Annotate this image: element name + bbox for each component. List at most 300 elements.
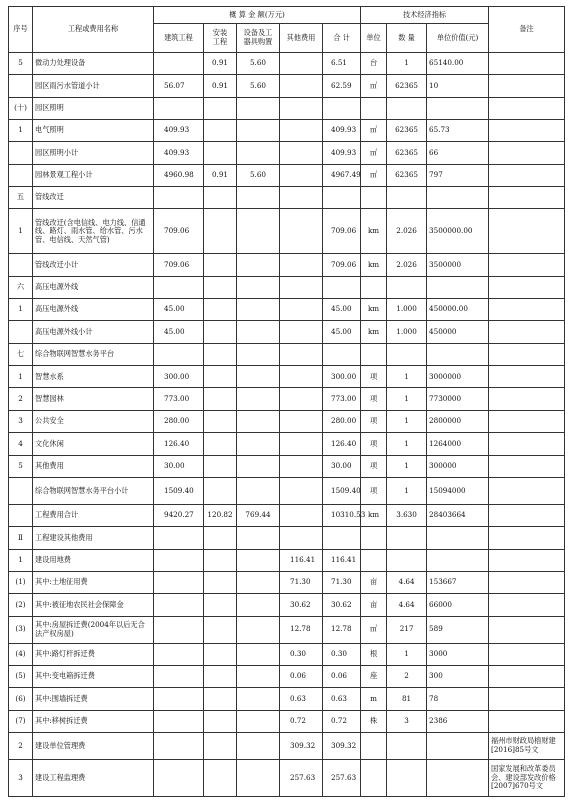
- row-unit-price: [427, 343, 489, 365]
- header-budget-group: 概 算 金 额(万元): [154, 7, 361, 24]
- row-unit-price: [427, 732, 489, 759]
- row-equipment: [237, 549, 280, 571]
- row-other: 0.72: [280, 710, 323, 732]
- row-unit: 株: [361, 710, 387, 732]
- row-unit-price: 2386: [427, 710, 489, 732]
- row-total: 0.72: [323, 710, 361, 732]
- row-equipment: [237, 710, 280, 732]
- row-other: 257.63: [280, 759, 323, 796]
- row-name: 高压电源外线小计: [33, 321, 154, 343]
- row-seq: 3: [9, 759, 33, 796]
- row-building: [154, 710, 204, 732]
- row-name: 工程费用合计: [33, 504, 154, 526]
- row-total: 126.40: [323, 433, 361, 455]
- row-unit-price: 66000: [427, 594, 489, 616]
- row-unit: [361, 97, 387, 119]
- row-other: [280, 97, 323, 119]
- row-other: [280, 209, 323, 254]
- row-install: [204, 343, 237, 365]
- table-row: [9, 665, 565, 687]
- header-equipment: 设备及工 器具购置: [237, 24, 280, 53]
- row-install: [204, 276, 237, 298]
- row-seq: 5: [9, 53, 33, 75]
- row-total: 0.30: [323, 643, 361, 665]
- row-total: 71.30: [323, 571, 361, 593]
- table-row: [9, 276, 565, 298]
- row-qty: [387, 759, 427, 796]
- row-unit: km: [361, 254, 387, 276]
- row-unit: 亩: [361, 594, 387, 616]
- row-qty: [387, 527, 427, 549]
- row-unit-price: [427, 187, 489, 209]
- row-total: [323, 527, 361, 549]
- row-name: 其他费用: [33, 455, 154, 477]
- table-row: [9, 53, 565, 75]
- row-install: [204, 455, 237, 477]
- row-other: 12.78: [280, 616, 323, 643]
- row-total: 12.78: [323, 616, 361, 643]
- row-seq: 六: [9, 276, 33, 298]
- row-equipment: [237, 254, 280, 276]
- row-equipment: [237, 187, 280, 209]
- table-row: [9, 187, 565, 209]
- table-row: [9, 594, 565, 616]
- row-unit: [361, 732, 387, 759]
- row-building: 30.00: [154, 455, 204, 477]
- row-install: [204, 142, 237, 164]
- row-name: 其中:变电箱拆迁费: [33, 665, 154, 687]
- table-row: [9, 433, 565, 455]
- row-seq: 1: [9, 366, 33, 388]
- row-equipment: [237, 97, 280, 119]
- row-building: [154, 343, 204, 365]
- row-other: 0.63: [280, 688, 323, 710]
- table-row: [9, 142, 565, 164]
- table-row: [9, 504, 565, 526]
- row-name: 园区照明小计: [33, 142, 154, 164]
- row-other: 309.32: [280, 732, 323, 759]
- row-remark: [489, 120, 565, 142]
- row-unit: ㎡: [361, 120, 387, 142]
- row-other: [280, 187, 323, 209]
- row-install: 0.91: [204, 53, 237, 75]
- row-install: [204, 688, 237, 710]
- row-install: [204, 665, 237, 687]
- row-remark: [489, 97, 565, 119]
- table-row: [9, 75, 565, 97]
- row-qty: 1: [387, 410, 427, 432]
- row-total: 709.06: [323, 254, 361, 276]
- row-seq: 七: [9, 343, 33, 365]
- row-equipment: [237, 455, 280, 477]
- row-qty: 1.000: [387, 299, 427, 321]
- row-install: [204, 732, 237, 759]
- row-name: 综合物联网智慧水务平台: [33, 343, 154, 365]
- row-total: 45.00: [323, 321, 361, 343]
- row-qty: 1: [387, 388, 427, 410]
- row-remark: [489, 688, 565, 710]
- row-qty: 4.64: [387, 594, 427, 616]
- row-qty: 3: [387, 710, 427, 732]
- row-unit: 项: [361, 433, 387, 455]
- row-name: 其中:移树拆迁费: [33, 710, 154, 732]
- row-qty: 2.026: [387, 254, 427, 276]
- table-row: [9, 571, 565, 593]
- row-total: 1509.40: [323, 477, 361, 504]
- row-qty: 1: [387, 477, 427, 504]
- row-total: 62.59: [323, 75, 361, 97]
- row-remark: [489, 410, 565, 432]
- row-name: 高压电源外线: [33, 276, 154, 298]
- row-install: [204, 643, 237, 665]
- row-qty: 2: [387, 665, 427, 687]
- row-other: [280, 343, 323, 365]
- row-unit: km: [361, 504, 387, 526]
- row-equipment: [237, 433, 280, 455]
- row-qty: 1: [387, 53, 427, 75]
- budget-table: [8, 6, 565, 797]
- table-row: [9, 120, 565, 142]
- row-building: [154, 549, 204, 571]
- row-other: 71.30: [280, 571, 323, 593]
- row-name: 微动力处理设备: [33, 53, 154, 75]
- row-seq: (十): [9, 97, 33, 119]
- row-equipment: 769.44: [237, 504, 280, 526]
- row-install: [204, 616, 237, 643]
- row-remark: [489, 276, 565, 298]
- row-total: 0.06: [323, 665, 361, 687]
- row-equipment: [237, 732, 280, 759]
- row-equipment: [237, 142, 280, 164]
- row-total: 0.63: [323, 688, 361, 710]
- row-other: [280, 455, 323, 477]
- row-building: [154, 97, 204, 119]
- row-unit-price: [427, 97, 489, 119]
- row-building: 409.93: [154, 120, 204, 142]
- row-install: [204, 120, 237, 142]
- table-row: [9, 710, 565, 732]
- row-name: 建设用地费: [33, 549, 154, 571]
- row-equipment: [237, 299, 280, 321]
- row-equipment: [237, 410, 280, 432]
- header-other: 其他费用: [280, 24, 323, 53]
- row-total: [323, 187, 361, 209]
- row-unit: 根: [361, 643, 387, 665]
- row-remark: [489, 455, 565, 477]
- row-name: 其中:围墙拆迁费: [33, 688, 154, 710]
- row-qty: 62365: [387, 75, 427, 97]
- row-remark: 福州市财政局榕财建[2016]85号文: [489, 732, 565, 759]
- row-name: 建设工程监理费: [33, 759, 154, 796]
- row-name: 其中:被征地农民社会保障金: [33, 594, 154, 616]
- row-unit-price: 589: [427, 616, 489, 643]
- row-unit-price: 450000: [427, 321, 489, 343]
- row-remark: [489, 665, 565, 687]
- row-total: 280.00: [323, 410, 361, 432]
- row-unit: km: [361, 299, 387, 321]
- row-name: 高压电源外线: [33, 299, 154, 321]
- row-unit: [361, 527, 387, 549]
- row-total: 10310.53: [323, 504, 361, 526]
- row-building: 773.00: [154, 388, 204, 410]
- row-install: [204, 571, 237, 593]
- row-seq: (7): [9, 710, 33, 732]
- row-unit-price: 300: [427, 665, 489, 687]
- row-install: [204, 759, 237, 796]
- header-install: 安装 工程: [204, 24, 237, 53]
- row-install: [204, 366, 237, 388]
- row-qty: 1: [387, 433, 427, 455]
- row-unit: [361, 549, 387, 571]
- row-unit-price: [427, 549, 489, 571]
- table-row: [9, 688, 565, 710]
- row-qty: [387, 343, 427, 365]
- header-total: 合 计: [323, 24, 361, 53]
- row-seq: 2: [9, 732, 33, 759]
- row-qty: 81: [387, 688, 427, 710]
- row-equipment: [237, 643, 280, 665]
- row-seq: 1: [9, 120, 33, 142]
- row-unit-price: 66: [427, 142, 489, 164]
- row-unit-price: 300000: [427, 455, 489, 477]
- row-other: [280, 164, 323, 186]
- row-other: [280, 142, 323, 164]
- row-remark: [489, 616, 565, 643]
- row-equipment: [237, 759, 280, 796]
- table-row: [9, 732, 565, 759]
- row-install: [204, 433, 237, 455]
- table-row: [9, 388, 565, 410]
- row-unit-price: 65.73: [427, 120, 489, 142]
- header-building: 建筑工程: [154, 24, 204, 53]
- row-total: 30.62: [323, 594, 361, 616]
- table-row: [9, 97, 565, 119]
- row-other: 0.06: [280, 665, 323, 687]
- table-row: [9, 321, 565, 343]
- row-remark: [489, 388, 565, 410]
- row-building: 300.00: [154, 366, 204, 388]
- row-equipment: [237, 527, 280, 549]
- row-unit: [361, 759, 387, 796]
- row-total: [323, 97, 361, 119]
- row-seq: (6): [9, 688, 33, 710]
- row-remark: [489, 254, 565, 276]
- row-building: [154, 571, 204, 593]
- row-seq: [9, 321, 33, 343]
- row-building: [154, 643, 204, 665]
- row-other: 116.41: [280, 549, 323, 571]
- row-total: 45.00: [323, 299, 361, 321]
- row-name: 其中:房屋拆迁费(2004年以后无合法产权房屋): [33, 616, 154, 643]
- row-total: [323, 276, 361, 298]
- table-row: [9, 643, 565, 665]
- row-unit: [361, 187, 387, 209]
- row-building: 409.93: [154, 142, 204, 164]
- row-install: [204, 477, 237, 504]
- row-seq: Ⅱ: [9, 527, 33, 549]
- row-building: 126.40: [154, 433, 204, 455]
- table-header: [9, 7, 565, 53]
- row-install: [204, 549, 237, 571]
- table-row: [9, 410, 565, 432]
- row-building: 56.07: [154, 75, 204, 97]
- table-row: [9, 549, 565, 571]
- row-seq: 1: [9, 549, 33, 571]
- row-building: 280.00: [154, 410, 204, 432]
- row-unit: 项: [361, 477, 387, 504]
- row-seq: [9, 504, 33, 526]
- row-equipment: [237, 343, 280, 365]
- row-install: [204, 187, 237, 209]
- row-name: 文化休闲: [33, 433, 154, 455]
- row-equipment: [237, 594, 280, 616]
- row-name: 综合物联网智慧水务平台小计: [33, 477, 154, 504]
- row-unit: km: [361, 321, 387, 343]
- row-qty: 1: [387, 366, 427, 388]
- row-unit-price: 2800000: [427, 410, 489, 432]
- table-row: [9, 299, 565, 321]
- row-equipment: [237, 665, 280, 687]
- row-qty: [387, 732, 427, 759]
- row-qty: [387, 549, 427, 571]
- row-seq: 5: [9, 455, 33, 477]
- table-body: [9, 53, 565, 797]
- row-install: 120.82: [204, 504, 237, 526]
- row-qty: [387, 187, 427, 209]
- row-other: [280, 53, 323, 75]
- row-qty: 4.64: [387, 571, 427, 593]
- row-qty: 1: [387, 455, 427, 477]
- header-unit: 单位: [361, 24, 387, 53]
- row-building: 709.06: [154, 254, 204, 276]
- row-equipment: [237, 120, 280, 142]
- row-qty: 1.000: [387, 321, 427, 343]
- row-unit: 项: [361, 455, 387, 477]
- row-total: 257.63: [323, 759, 361, 796]
- row-other: [280, 388, 323, 410]
- row-install: 0.91: [204, 164, 237, 186]
- row-unit-price: 3500000: [427, 254, 489, 276]
- row-name: 公共安全: [33, 410, 154, 432]
- table-row: [9, 616, 565, 643]
- header-seq: 序号: [9, 7, 33, 53]
- row-building: [154, 616, 204, 643]
- row-qty: 1: [387, 643, 427, 665]
- row-seq: 3: [9, 410, 33, 432]
- row-unit-price: 7730000: [427, 388, 489, 410]
- row-install: [204, 388, 237, 410]
- row-qty: 62365: [387, 120, 427, 142]
- row-name: 管线改迁: [33, 187, 154, 209]
- row-total: 300.00: [323, 366, 361, 388]
- table-row: [9, 477, 565, 504]
- table-row: [9, 343, 565, 365]
- table-row: [9, 759, 565, 796]
- row-remark: [489, 527, 565, 549]
- row-install: [204, 97, 237, 119]
- row-install: [204, 299, 237, 321]
- table-row: [9, 366, 565, 388]
- row-equipment: [237, 571, 280, 593]
- row-seq: [9, 254, 33, 276]
- row-name: 管线改迁(含电信线、电力线、信通线、路灯、雨水管、给水管、污水管、电信线、天然气管): [33, 209, 154, 254]
- row-unit: [361, 343, 387, 365]
- header-tech-group: 技术经济指标: [361, 7, 489, 24]
- row-seq: (3): [9, 616, 33, 643]
- row-qty: [387, 97, 427, 119]
- row-remark: [489, 343, 565, 365]
- row-equipment: [237, 616, 280, 643]
- row-building: [154, 276, 204, 298]
- row-other: 30.62: [280, 594, 323, 616]
- row-building: 709.06: [154, 209, 204, 254]
- row-unit: 座: [361, 665, 387, 687]
- row-total: [323, 343, 361, 365]
- row-name: 园区雨污水管道小计: [33, 75, 154, 97]
- row-unit: 项: [361, 388, 387, 410]
- row-other: [280, 299, 323, 321]
- row-other: [280, 410, 323, 432]
- row-unit: [361, 276, 387, 298]
- row-seq: [9, 164, 33, 186]
- row-remark: [489, 433, 565, 455]
- row-building: [154, 688, 204, 710]
- row-building: [154, 187, 204, 209]
- row-seq: [9, 75, 33, 97]
- row-other: [280, 433, 323, 455]
- row-unit-price: 797: [427, 164, 489, 186]
- row-seq: (4): [9, 643, 33, 665]
- row-unit: m: [361, 688, 387, 710]
- row-unit: km: [361, 209, 387, 254]
- row-total: 409.93: [323, 120, 361, 142]
- row-name: 其中:土地征用费: [33, 571, 154, 593]
- row-other: [280, 527, 323, 549]
- row-other: [280, 75, 323, 97]
- row-unit-price: 78: [427, 688, 489, 710]
- row-total: 409.93: [323, 142, 361, 164]
- table-row: [9, 455, 565, 477]
- row-seq: (5): [9, 665, 33, 687]
- row-total: 309.32: [323, 732, 361, 759]
- row-remark: 国家发展和改革委员会、建设部发改价格[2007]670号文: [489, 759, 565, 796]
- row-building: [154, 759, 204, 796]
- row-equipment: [237, 477, 280, 504]
- row-remark: [489, 164, 565, 186]
- table-row: [9, 254, 565, 276]
- row-building: 1509.40: [154, 477, 204, 504]
- row-total: 709.06: [323, 209, 361, 254]
- row-building: 4960.98: [154, 164, 204, 186]
- row-building: 45.00: [154, 299, 204, 321]
- budget-table-sheet: [8, 6, 564, 797]
- header-unit-price: 单位价值(元): [427, 24, 489, 53]
- row-total: 6.51: [323, 53, 361, 75]
- row-install: [204, 594, 237, 616]
- row-qty: 62365: [387, 142, 427, 164]
- row-equipment: [237, 276, 280, 298]
- row-unit: ㎡: [361, 616, 387, 643]
- row-remark: [489, 504, 565, 526]
- row-other: [280, 321, 323, 343]
- row-remark: [489, 710, 565, 732]
- row-name: 园林景观工程小计: [33, 164, 154, 186]
- row-remark: [489, 477, 565, 504]
- row-equipment: [237, 209, 280, 254]
- row-install: 0.91: [204, 75, 237, 97]
- row-equipment: [237, 688, 280, 710]
- row-name: 管线改迁小计: [33, 254, 154, 276]
